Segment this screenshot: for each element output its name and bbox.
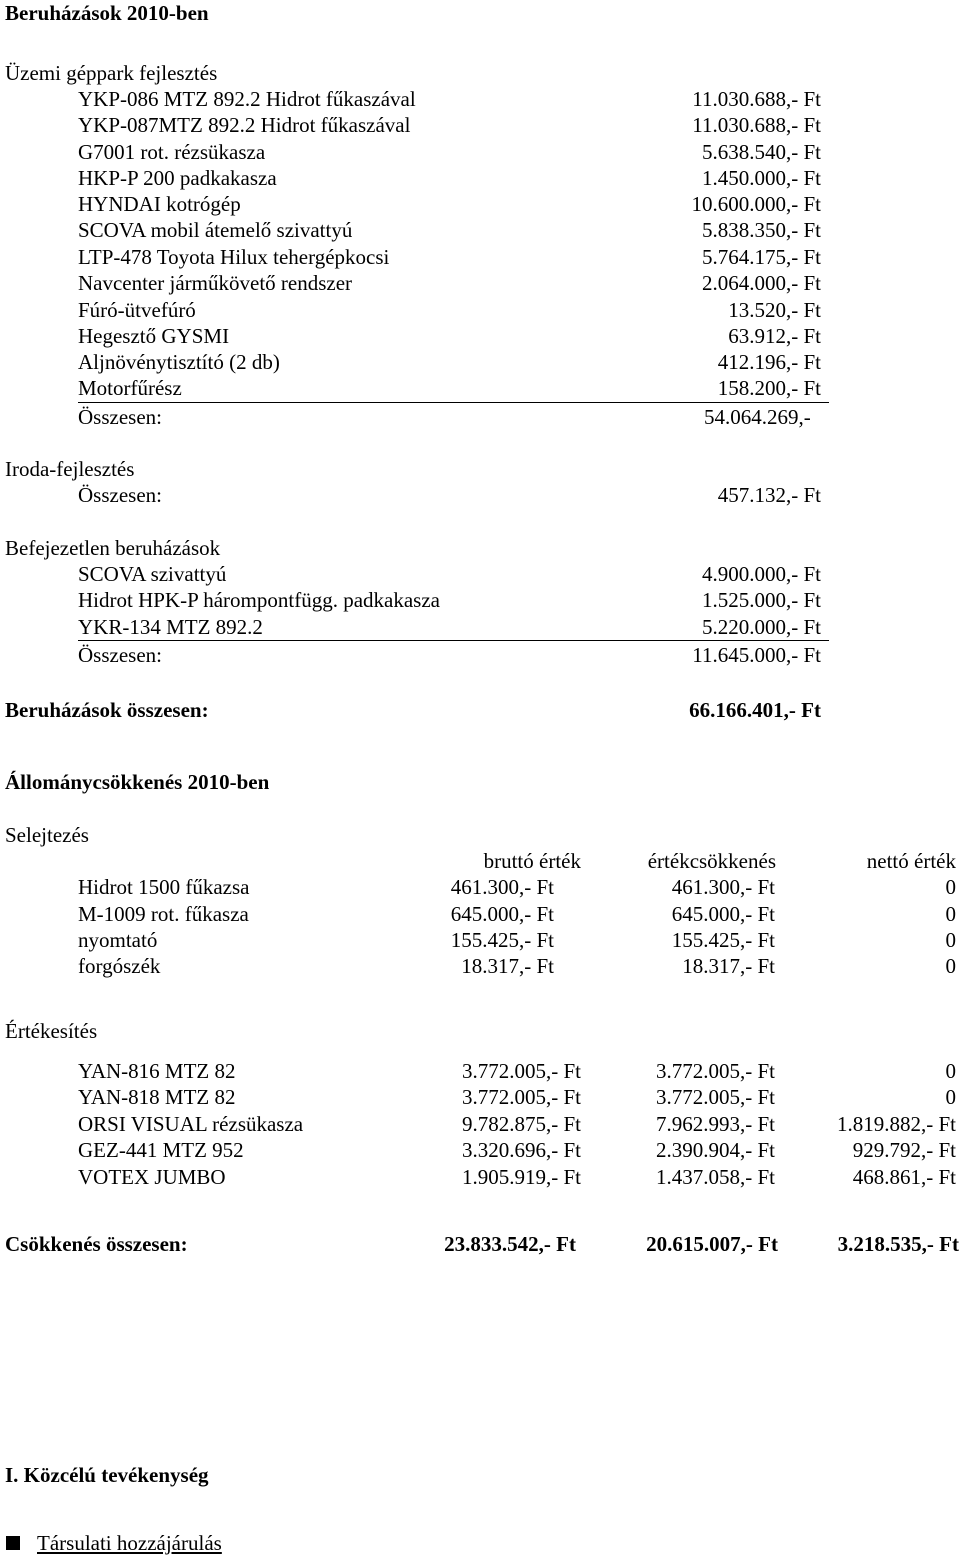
row-gross: 461.300,- Ft xyxy=(450,875,554,899)
scrapping-title: Selejtezés xyxy=(5,823,89,847)
item-amount: 2.064.000,- Ft xyxy=(701,271,821,295)
item-amount: 412.196,- Ft xyxy=(717,350,821,374)
unfinished-total-label: Összesen: xyxy=(78,643,162,667)
row-depreciation: 3.772.005,- Ft xyxy=(655,1059,775,1083)
column-header-net: nettó érték xyxy=(866,849,956,873)
row-net: 468.861,- Ft xyxy=(852,1165,956,1189)
row-net: 0 xyxy=(945,928,956,952)
item-name: Navcenter járműkövető rendszer xyxy=(78,271,353,295)
row-name: forgószék xyxy=(78,954,161,978)
row-gross: 645.000,- Ft xyxy=(450,902,554,926)
row-name: GEZ-441 MTZ 952 xyxy=(78,1138,244,1162)
row-gross: 1.905.919,- Ft xyxy=(461,1165,581,1189)
row-gross: 3.772.005,- Ft xyxy=(461,1085,581,1109)
row-depreciation: 2.390.904,- Ft xyxy=(655,1138,775,1162)
reductions-total-label: Csökkenés összesen: xyxy=(5,1232,188,1256)
row-gross: 9.782.875,- Ft xyxy=(461,1112,581,1136)
machinery-total-label: Összesen: xyxy=(78,405,162,429)
row-depreciation: 645.000,- Ft xyxy=(671,902,775,926)
item-amount: 5.638.540,- Ft xyxy=(701,140,821,164)
machinery-total-value: 54.064.269,- xyxy=(704,405,811,429)
bullet-item-label: Társulati hozzájárulás xyxy=(37,1531,222,1555)
item-amount: 1.450.000,- Ft xyxy=(701,166,821,190)
item-name: Fúró-ütvefúró xyxy=(78,298,196,322)
row-name: nyomtató xyxy=(78,928,158,952)
item-name: Motorfűrész xyxy=(78,376,182,400)
bullet-square-icon xyxy=(6,1536,20,1550)
item-amount: 158.200,- Ft xyxy=(717,376,821,400)
item-name: LTP-478 Toyota Hilux tehergépkocsi xyxy=(78,245,390,269)
item-amount: 10.600.000,- Ft xyxy=(691,192,821,216)
item-name: SCOVA mobil átemelő szivattyú xyxy=(78,218,353,242)
item-amount: 5.764.175,- Ft xyxy=(701,245,821,269)
row-gross: 3.320.696,- Ft xyxy=(461,1138,581,1162)
item-amount: 13.520,- Ft xyxy=(728,298,821,322)
investments-heading: Beruházások 2010-ben xyxy=(5,1,209,25)
row-gross: 18.317,- Ft xyxy=(461,954,554,978)
item-name: Aljnövénytisztító (2 db) xyxy=(78,350,280,374)
row-name: M-1009 rot. fűkasza xyxy=(78,902,249,926)
item-name: G7001 rot. rézsükasza xyxy=(78,140,266,164)
item-amount: 63.912,- Ft xyxy=(728,324,821,348)
item-amount: 4.900.000,- Ft xyxy=(701,562,821,586)
row-depreciation: 461.300,- Ft xyxy=(671,875,775,899)
row-depreciation: 155.425,- Ft xyxy=(671,928,775,952)
row-depreciation: 1.437.058,- Ft xyxy=(655,1165,775,1189)
row-name: YAN-818 MTZ 82 xyxy=(78,1085,236,1109)
row-depreciation: 18.317,- Ft xyxy=(682,954,775,978)
unfinished-title: Befejezetlen beruházások xyxy=(5,536,221,560)
item-name: Hegesztő GYSMI xyxy=(78,324,230,348)
office-total-value: 457.132,- Ft xyxy=(717,483,821,507)
office-total-label: Összesen: xyxy=(78,483,162,507)
item-name: HKP-P 200 padkakasza xyxy=(78,166,277,190)
item-amount: 5.838.350,- Ft xyxy=(701,218,821,242)
item-amount: 11.030.688,- Ft xyxy=(692,87,821,111)
row-depreciation: 7.962.993,- Ft xyxy=(655,1112,775,1136)
row-net: 0 xyxy=(945,902,956,926)
sales-title: Értékesítés xyxy=(5,1019,98,1043)
investments-grand-total-value: 66.166.401,- Ft xyxy=(689,698,821,722)
row-net: 1.819.882,- Ft xyxy=(836,1112,956,1136)
reductions-total-gross: 23.833.542,- Ft xyxy=(444,1232,576,1256)
item-name: YKP-087MTZ 892.2 Hidrot fűkaszával xyxy=(78,113,411,137)
divider xyxy=(78,402,829,403)
row-gross: 155.425,- Ft xyxy=(450,928,554,952)
unfinished-total-value: 11.645.000,- Ft xyxy=(692,643,821,667)
investments-grand-total-label: Beruházások összesen: xyxy=(5,698,209,722)
office-title: Iroda-fejlesztés xyxy=(5,457,135,481)
item-amount: 5.220.000,- Ft xyxy=(701,615,821,639)
item-name: YKR-134 MTZ 892.2 xyxy=(78,615,263,639)
section-heading: I. Közcélú tevékenység xyxy=(5,1463,209,1487)
column-header-gross: bruttó érték xyxy=(483,849,581,873)
reductions-total-depreciation: 20.615.007,- Ft xyxy=(646,1232,778,1256)
row-net: 929.792,- Ft xyxy=(852,1138,956,1162)
item-name: HYNDAI kotrógép xyxy=(78,192,241,216)
item-name: SCOVA szivattyú xyxy=(78,562,227,586)
row-net: 0 xyxy=(945,1059,956,1083)
item-amount: 11.030.688,- Ft xyxy=(692,113,821,137)
row-net: 0 xyxy=(945,875,956,899)
machinery-title: Üzemi géppark fejlesztés xyxy=(5,61,218,85)
reductions-heading: Állománycsökkenés 2010-ben xyxy=(5,770,270,794)
divider xyxy=(78,640,829,641)
item-name: Hidrot HPK-P hárompontfügg. padkakasza xyxy=(78,588,440,612)
row-name: ORSI VISUAL rézsükasza xyxy=(78,1112,304,1136)
row-name: YAN-816 MTZ 82 xyxy=(78,1059,236,1083)
item-amount: 1.525.000,- Ft xyxy=(701,588,821,612)
row-gross: 3.772.005,- Ft xyxy=(461,1059,581,1083)
reductions-total-net: 3.218.535,- Ft xyxy=(837,1232,959,1256)
column-header-depreciation: értékcsökkenés xyxy=(647,849,776,873)
row-depreciation: 3.772.005,- Ft xyxy=(655,1085,775,1109)
row-name: Hidrot 1500 fűkazsa xyxy=(78,875,250,899)
row-net: 0 xyxy=(945,1085,956,1109)
item-name: YKP-086 MTZ 892.2 Hidrot fűkaszával xyxy=(78,87,416,111)
row-net: 0 xyxy=(945,954,956,978)
row-name: VOTEX JUMBO xyxy=(78,1165,226,1189)
